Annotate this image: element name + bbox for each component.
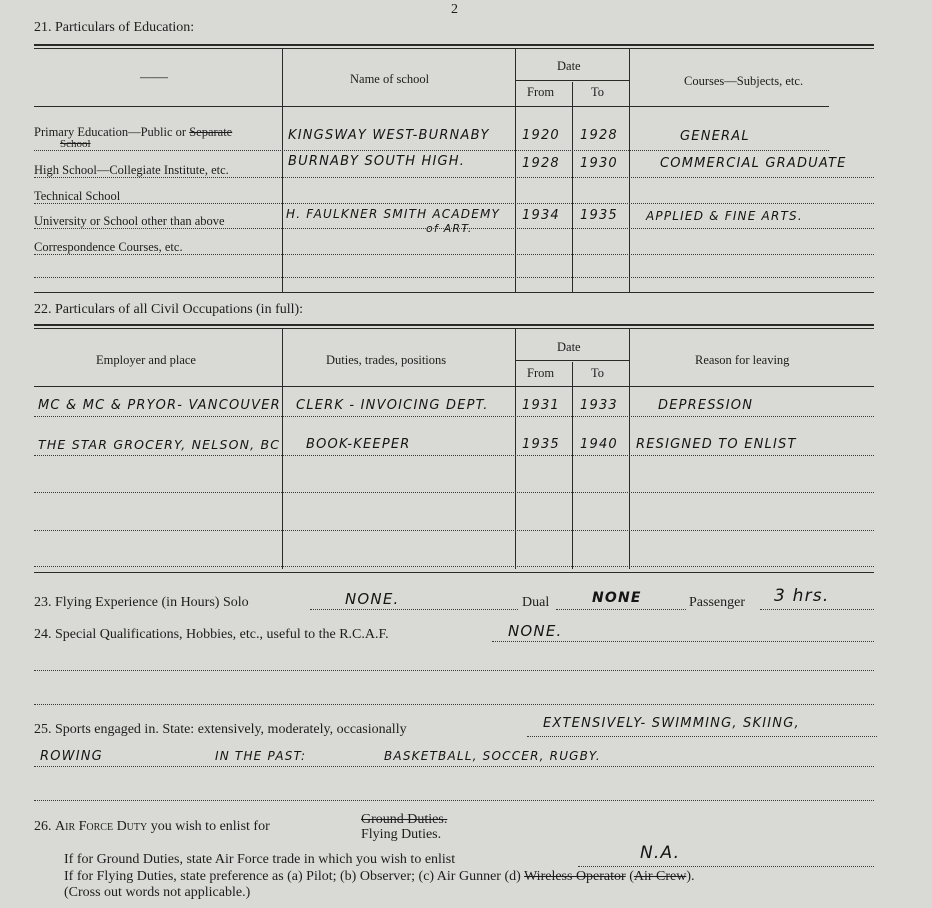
- col-to-header: To: [591, 85, 605, 99]
- courses-value: APPLIED & FINE ARTS.: [646, 209, 803, 223]
- dotted-line: [578, 866, 874, 867]
- column-divider: [515, 49, 516, 292]
- col-name-of-school-header: Name of school: [350, 72, 430, 86]
- dotted-line: [34, 492, 874, 493]
- courses-value: COMMERCIAL GRADUATE: [660, 156, 847, 171]
- from-value: 1928: [522, 156, 560, 171]
- divider: [34, 48, 874, 49]
- section-23-label: 23. Flying Experience (in Hours) Solo: [34, 595, 249, 610]
- dotted-line: [310, 609, 518, 610]
- header-divider: [34, 106, 829, 107]
- col-duties-header: Duties, trades, positions: [326, 353, 447, 367]
- dual-label: Dual: [522, 595, 550, 610]
- column-divider: [282, 49, 283, 292]
- row-label-primary: Primary Education—Public or Separate: [34, 125, 233, 139]
- dotted-line: [34, 228, 874, 229]
- school-value: BURNABY SOUTH HIGH.: [288, 154, 466, 169]
- from-value: 1934: [522, 208, 560, 223]
- to-value: 1930: [580, 156, 618, 171]
- column-divider: [629, 329, 630, 569]
- col-blank-header: ——: [140, 70, 168, 85]
- dotted-line: [34, 254, 874, 255]
- solo-value: NONE.: [345, 590, 400, 608]
- divider: [34, 328, 874, 329]
- column-divider: [572, 82, 573, 292]
- section-26-line2: If for Flying Duties, state preference as (a) Pilot; (b) Observer; (c) Air Gunner (d) Wireless Operator (Air Crew).: [64, 869, 695, 884]
- row-label-high-school: High School—Collegiate Institute, etc.: [34, 163, 229, 177]
- row-label-technical: Technical School: [34, 189, 121, 203]
- duties-value: CLERK - INVOICING DEPT.: [296, 398, 489, 413]
- flying-duties-option: Flying Duties.: [361, 827, 442, 842]
- col-to-header: To: [591, 366, 605, 380]
- divider: [515, 360, 629, 361]
- from-value: 1935: [522, 437, 560, 452]
- dotted-line: [556, 609, 686, 610]
- to-value: 1933: [580, 398, 618, 413]
- section-26-line3: (Cross out words not applicable.): [64, 885, 251, 900]
- col-from-header: From: [527, 85, 555, 99]
- reason-value: RESIGNED TO ENLIST: [636, 437, 797, 452]
- sports-value-2b: IN THE PAST:: [215, 749, 307, 763]
- dual-value: NONE: [592, 590, 642, 606]
- col-from-header: From: [527, 366, 555, 380]
- to-value: 1928: [580, 128, 618, 143]
- dotted-line: [34, 150, 829, 151]
- passenger-value: 3 hrs.: [774, 586, 830, 606]
- section-26-label: 26. Air Force Duty you wish to enlist for: [34, 819, 270, 834]
- dotted-line: [760, 609, 874, 610]
- school-value: H. FAULKNER SMITH ACADEMY: [286, 207, 501, 221]
- row-label-university: University or School other than above: [34, 214, 225, 228]
- column-divider: [629, 49, 630, 292]
- dotted-line: [34, 670, 874, 671]
- dotted-line: [34, 530, 874, 531]
- sports-value-1: EXTENSIVELY- SWIMMING, SKIING,: [543, 716, 800, 731]
- divider: [34, 324, 874, 326]
- dotted-line: [34, 203, 874, 204]
- school-value: KINGSWAY WEST-BURNABY: [288, 128, 490, 143]
- from-value: 1920: [522, 128, 560, 143]
- qualifications-value: NONE.: [508, 622, 563, 640]
- dotted-line: [492, 641, 874, 642]
- dotted-line: [34, 800, 874, 801]
- divider: [34, 292, 874, 293]
- from-value: 1931: [522, 398, 560, 413]
- section-25-label: 25. Sports engaged in. State: extensively, moderately, occasionally: [34, 722, 407, 737]
- col-reason-header: Reason for leaving: [695, 353, 790, 367]
- col-date-header: Date: [557, 340, 581, 354]
- sports-value-2c: BASKETBALL, SOCCER, RUGBY.: [384, 749, 601, 763]
- dotted-line: [34, 704, 874, 705]
- dotted-line: [527, 736, 877, 737]
- passenger-label: Passenger: [689, 595, 745, 610]
- col-courses-header: Courses—Subjects, etc.: [684, 74, 804, 88]
- row-label-correspondence: Correspondence Courses, etc.: [34, 240, 183, 254]
- reason-value: DEPRESSION: [658, 398, 754, 413]
- employer-value: MC & MC & PRYOR- VANCOUVER: [38, 398, 281, 413]
- dotted-line: [34, 277, 874, 278]
- dotted-line: [34, 455, 874, 456]
- divider: [515, 80, 629, 81]
- header-divider: [34, 386, 874, 387]
- dotted-line: [34, 766, 874, 767]
- trade-value: N.A.: [640, 843, 681, 863]
- dotted-line: [34, 416, 874, 417]
- column-divider: [515, 329, 516, 569]
- page-number: 2: [451, 2, 458, 17]
- section-24-label: 24. Special Qualifications, Hobbies, etc., useful to the R.C.A.F.: [34, 627, 389, 642]
- divider: [34, 572, 874, 573]
- courses-value: GENERAL: [680, 129, 750, 144]
- sports-value-2a: ROWING: [40, 749, 103, 764]
- col-employer-header: Employer and place: [96, 353, 196, 367]
- section-26-line1: If for Ground Duties, state Air Force trade in which you wish to enlist: [64, 852, 456, 867]
- section-21-title: 21. Particulars of Education:: [34, 20, 195, 35]
- duties-value: BOOK-KEEPER: [306, 437, 411, 452]
- section-22-title: 22. Particulars of all Civil Occupations (in full):: [34, 302, 304, 317]
- to-value: 1935: [580, 208, 618, 223]
- row-label-school: School: [60, 138, 91, 150]
- school-value-2: of ART.: [426, 222, 473, 235]
- divider: [34, 44, 874, 46]
- dotted-line: [34, 177, 874, 178]
- col-date-header: Date: [557, 59, 581, 73]
- dotted-line: [34, 566, 874, 567]
- column-divider: [572, 362, 573, 569]
- to-value: 1940: [580, 437, 618, 452]
- ground-duties-option: Ground Duties.: [361, 812, 448, 827]
- column-divider: [282, 329, 283, 569]
- employer-value: THE STAR GROCERY, NELSON, BC: [38, 437, 281, 452]
